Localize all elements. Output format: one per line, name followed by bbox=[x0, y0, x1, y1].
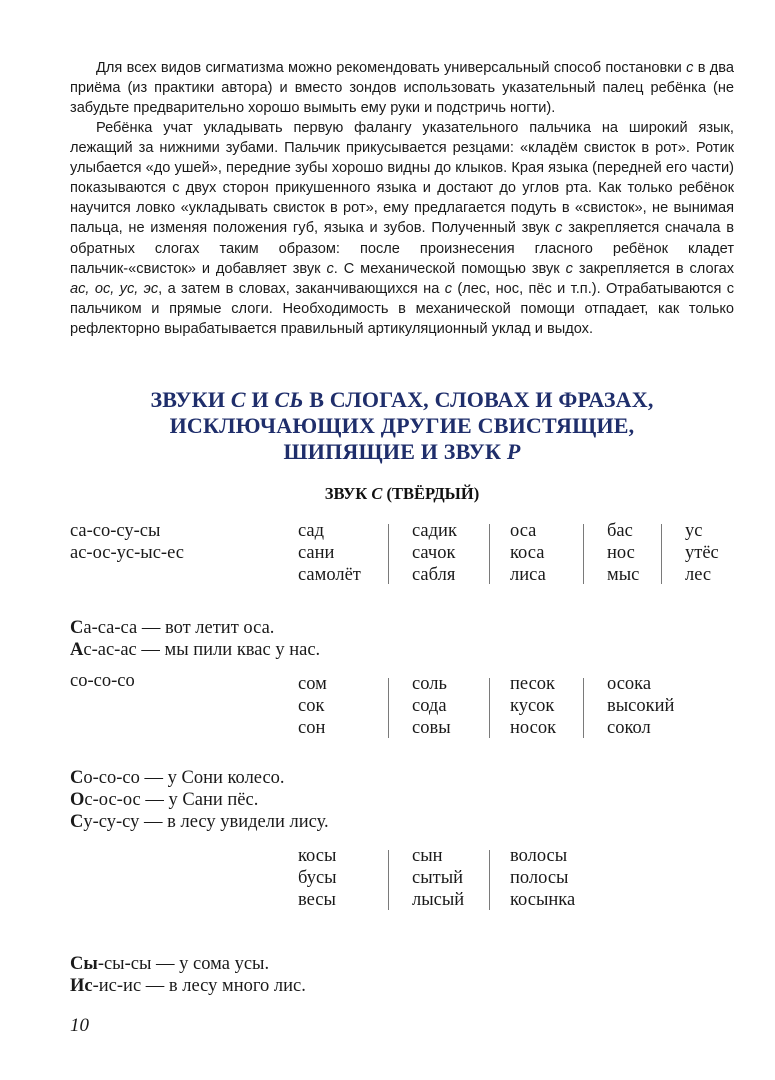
phrase: Сы-сы-сы — у сома усы. bbox=[70, 954, 270, 974]
phrases-block-1 bbox=[70, 617, 320, 661]
column-divider bbox=[583, 524, 584, 584]
word: сом bbox=[298, 674, 327, 694]
text: закрепляется сначала в обратных слогах таким образом: после произнесения гласного ребёнок кладет пальчик-«свисток» и добавляет звук bbox=[70, 220, 735, 277]
word: полосы bbox=[510, 868, 569, 888]
word: песок bbox=[510, 674, 556, 694]
word: совы bbox=[412, 718, 451, 738]
phrase: Ос-ос-ос — у Сани пёс. bbox=[70, 790, 259, 810]
word: нос bbox=[607, 543, 635, 563]
word-column bbox=[510, 520, 546, 586]
word: оса bbox=[510, 521, 537, 541]
column-divider bbox=[661, 524, 662, 584]
word: сокол bbox=[607, 718, 651, 738]
text: . С механической помощью звук bbox=[333, 260, 560, 277]
word: осока bbox=[607, 674, 652, 694]
word: сон bbox=[298, 718, 326, 738]
word: бусы bbox=[298, 868, 337, 888]
word: соль bbox=[412, 674, 447, 694]
column-divider bbox=[489, 850, 490, 910]
word: сок bbox=[298, 696, 325, 716]
word: бас bbox=[607, 521, 633, 541]
phrase: Со-со-со — у Сони колесо. bbox=[70, 768, 285, 788]
section-title-line-1: ЗВУКИ С И СЬ В СЛОГАХ, СЛОВАХ И ФРАЗАХ, bbox=[150, 387, 654, 412]
phrase: Ас-ас-ас — мы пили квас у нас. bbox=[70, 640, 321, 660]
word: сад bbox=[298, 521, 325, 541]
word: косынка bbox=[510, 890, 576, 910]
column-divider bbox=[388, 678, 389, 738]
word: весы bbox=[298, 890, 336, 910]
intro-paragraph-1 bbox=[70, 58, 734, 118]
word: лес bbox=[685, 565, 712, 585]
column-divider bbox=[489, 678, 490, 738]
word: лысый bbox=[412, 890, 465, 910]
syllables-inline: ас, ос, ус, эс bbox=[70, 280, 159, 297]
word: высокий bbox=[607, 696, 675, 716]
text: в два приёма (из практики автора) и вместо зондов использовать указательный палец ребёнка (не забудьте предварительно хорошо вымыть ему руки и подстричь ногти). bbox=[70, 60, 735, 117]
text: (лес, нос, пёс и т.п.). Отрабатываются с пальчиком и прямые слоги. Необходимость в механической помощи отпадает, как только рефлекторно вырабатывается правильный артикуляционный уклад и выдох. bbox=[70, 280, 735, 337]
word-column bbox=[607, 520, 639, 586]
word-column bbox=[412, 673, 451, 739]
sound-letter: с bbox=[565, 260, 573, 277]
syllable-line: ас-ос-ус-ыс-ес bbox=[70, 543, 184, 563]
word: косы bbox=[298, 846, 337, 866]
word-column bbox=[298, 845, 337, 911]
column-divider bbox=[583, 678, 584, 738]
word: мыс bbox=[607, 565, 640, 585]
word-column bbox=[685, 520, 719, 586]
sound-letter: с bbox=[444, 280, 453, 297]
column-divider bbox=[388, 850, 389, 910]
syllable-line: со-со-со bbox=[70, 671, 135, 691]
phrase: Су-су-су — в лесу увидели лису. bbox=[70, 812, 329, 832]
text: Ребёнка учат укладывать первую фалангу указательного пальчика на широкий язык, лежащий за нижними зубами. Пальчик прикусывается резцами: «кладём свисток в рот». Ротик улыбается «до ушей», передние зубы хорошо видны до клыков. Края языка (передней его части) показываются с двух сторон прикушенного языка и достают до углов рта. Как только ребёнок научится ловко «укладывать свисток в рот», ему предлагается подуть в «свисток», не вынимая пальца, не изменяя положения губ, языка и зубов. Полученный звук bbox=[70, 120, 734, 237]
text: закрепляется в слогах bbox=[578, 260, 734, 277]
column-divider bbox=[388, 524, 389, 584]
section-title-line-3: ШИПЯЩИЕ И ЗВУК Р bbox=[283, 439, 521, 464]
sound-letter: с bbox=[555, 220, 563, 237]
syllables-block-1 bbox=[70, 520, 184, 564]
word-column bbox=[510, 845, 575, 911]
section-title-line-2: ИСКЛЮЧАЮЩИХ ДРУГИЕ СВИСТЯЩИЕ, bbox=[169, 413, 635, 438]
word: лиса bbox=[510, 565, 546, 585]
word: сабля bbox=[412, 565, 456, 585]
word-column bbox=[607, 673, 674, 739]
word: носок bbox=[510, 718, 557, 738]
word: волосы bbox=[510, 846, 568, 866]
text: Для всех видов сигматизма можно рекомендовать универсальный способ постановки bbox=[96, 60, 682, 76]
phrase: Са-са-са — вот летит оса. bbox=[70, 618, 275, 638]
word: сани bbox=[298, 543, 335, 563]
sound-letter: с bbox=[686, 60, 694, 76]
word-column bbox=[298, 673, 327, 739]
word: садик bbox=[412, 521, 457, 541]
word-column bbox=[510, 673, 556, 739]
phrase: Ис-ис-ис — в лесу много лис. bbox=[70, 976, 306, 996]
word: сачок bbox=[412, 543, 456, 563]
word: сода bbox=[412, 696, 447, 716]
word: сын bbox=[412, 846, 443, 866]
word: коса bbox=[510, 543, 545, 563]
word: утёс bbox=[685, 543, 719, 563]
word-column bbox=[412, 520, 457, 586]
word-column bbox=[298, 520, 361, 586]
word: самолёт bbox=[298, 565, 361, 585]
sound-letter: с bbox=[326, 260, 334, 277]
text: , а затем в словах, заканчивающихся на bbox=[158, 280, 440, 297]
word: сытый bbox=[412, 868, 464, 888]
column-divider bbox=[489, 524, 490, 584]
word: ус bbox=[685, 521, 703, 541]
word: кусок bbox=[510, 696, 555, 716]
page-number: 10 bbox=[70, 1015, 89, 1036]
subsection-title: ЗВУК С (ТВЁРДЫЙ) bbox=[324, 484, 480, 503]
word-column bbox=[412, 845, 464, 911]
intro-paragraph-2 bbox=[70, 118, 734, 339]
phrases-block-3 bbox=[70, 953, 306, 997]
syllable-line: са-со-су-сы bbox=[70, 521, 161, 541]
syllables-block-2 bbox=[70, 670, 135, 692]
phrases-block-2 bbox=[70, 767, 329, 833]
